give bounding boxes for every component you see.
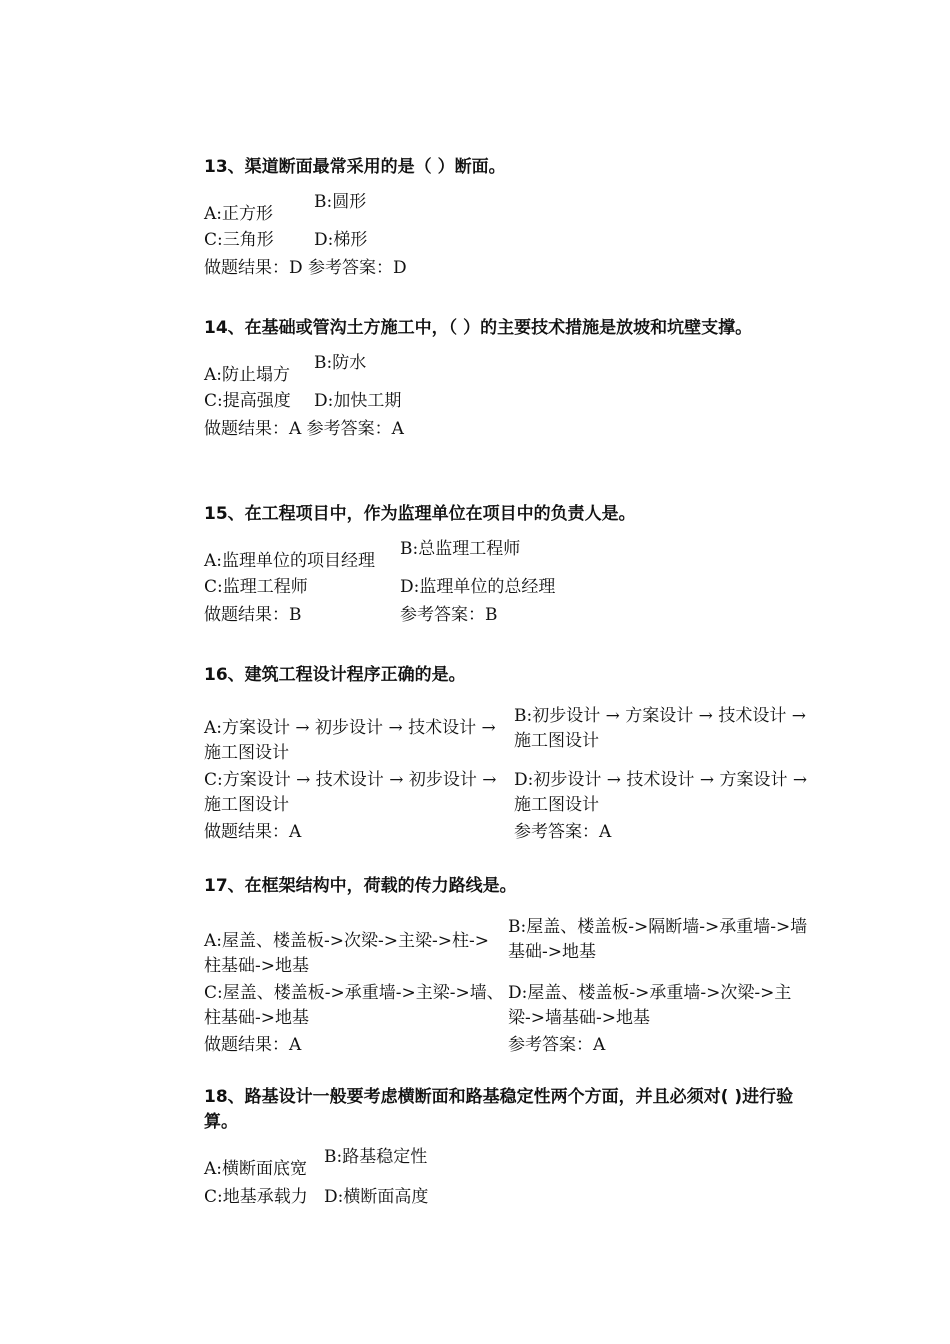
option-a: A:屋盖、楼盖板->次梁->主梁->柱->柱基础->地基	[204, 931, 489, 976]
question-16	[204, 663, 810, 852]
question-title: 13、渠道断面最常采用的是（ ）断面。	[204, 157, 506, 177]
option-b: B:总监理工程师	[400, 539, 521, 559]
option-a: A:防止塌方	[204, 365, 291, 385]
option-d: D:横断面高度	[324, 1187, 429, 1207]
question-title: 14、在基础或管沟土方施工中，（ ）的主要技术措施是放坡和坑壁支撑。	[204, 318, 753, 338]
option-b: B:路基稳定性	[324, 1147, 428, 1167]
answer-line: 参考答案：A	[508, 1035, 606, 1055]
question-title: 15、在工程项目中，作为监理单位在项目中的负责人是。	[204, 504, 636, 524]
option-a: A:方案设计 → 初步设计 → 技术设计 → 施工图设计	[204, 718, 496, 763]
result-line: 做题结果：D 参考答案：D	[204, 258, 407, 278]
question-18	[204, 1085, 810, 1215]
option-c: C:提高强度	[204, 391, 291, 411]
option-d: D:监理单位的总经理	[400, 577, 556, 597]
option-a: A:正方形	[204, 204, 274, 224]
option-c: C:屋盖、楼盖板->承重墙->主梁->墙、柱基础->地基	[204, 983, 504, 1028]
question-title: 17、在框架结构中，荷载的传力路线是。	[204, 876, 517, 896]
option-c: C:地基承载力	[204, 1187, 308, 1207]
question-15	[204, 502, 810, 633]
option-b: B:初步设计 → 方案设计 → 技术设计 → 施工图设计	[514, 706, 806, 751]
question-14	[204, 316, 810, 447]
question-13	[204, 155, 810, 286]
option-d: D:屋盖、楼盖板->承重墙->次梁->主梁->墙基础->地基	[508, 983, 792, 1028]
option-c: C:监理工程师	[204, 577, 308, 597]
option-b: B:屋盖、楼盖板->隔断墙->承重墙->墙基础->地基	[508, 917, 808, 962]
option-c: C:方案设计 → 技术设计 → 初步设计 → 施工图设计	[204, 770, 497, 815]
option-d: D:初步设计 → 技术设计 → 方案设计 → 施工图设计	[514, 770, 808, 815]
result-line: 做题结果：B	[204, 605, 302, 625]
option-d: D:加快工期	[314, 391, 402, 411]
question-17	[204, 874, 810, 1063]
option-b: B:圆形	[314, 192, 367, 212]
option-a: A:横断面底宽	[204, 1159, 308, 1179]
answer-line: 参考答案：A	[514, 822, 612, 842]
question-title: 16、建筑工程设计程序正确的是。	[204, 665, 466, 685]
result-line: 做题结果：A	[204, 822, 302, 842]
option-d: D:梯形	[314, 230, 368, 250]
option-b: B:防水	[314, 353, 367, 373]
result-line: 做题结果：A 参考答案：A	[204, 419, 404, 439]
answer-line: 参考答案：B	[400, 605, 498, 625]
result-line: 做题结果：A	[204, 1035, 302, 1055]
option-a: A:监理单位的项目经理	[204, 551, 376, 571]
option-c: C:三角形	[204, 230, 274, 250]
question-title: 18、路基设计一般要考虑横断面和路基稳定性两个方面，并且必须对( )进行验算。	[204, 1087, 794, 1132]
